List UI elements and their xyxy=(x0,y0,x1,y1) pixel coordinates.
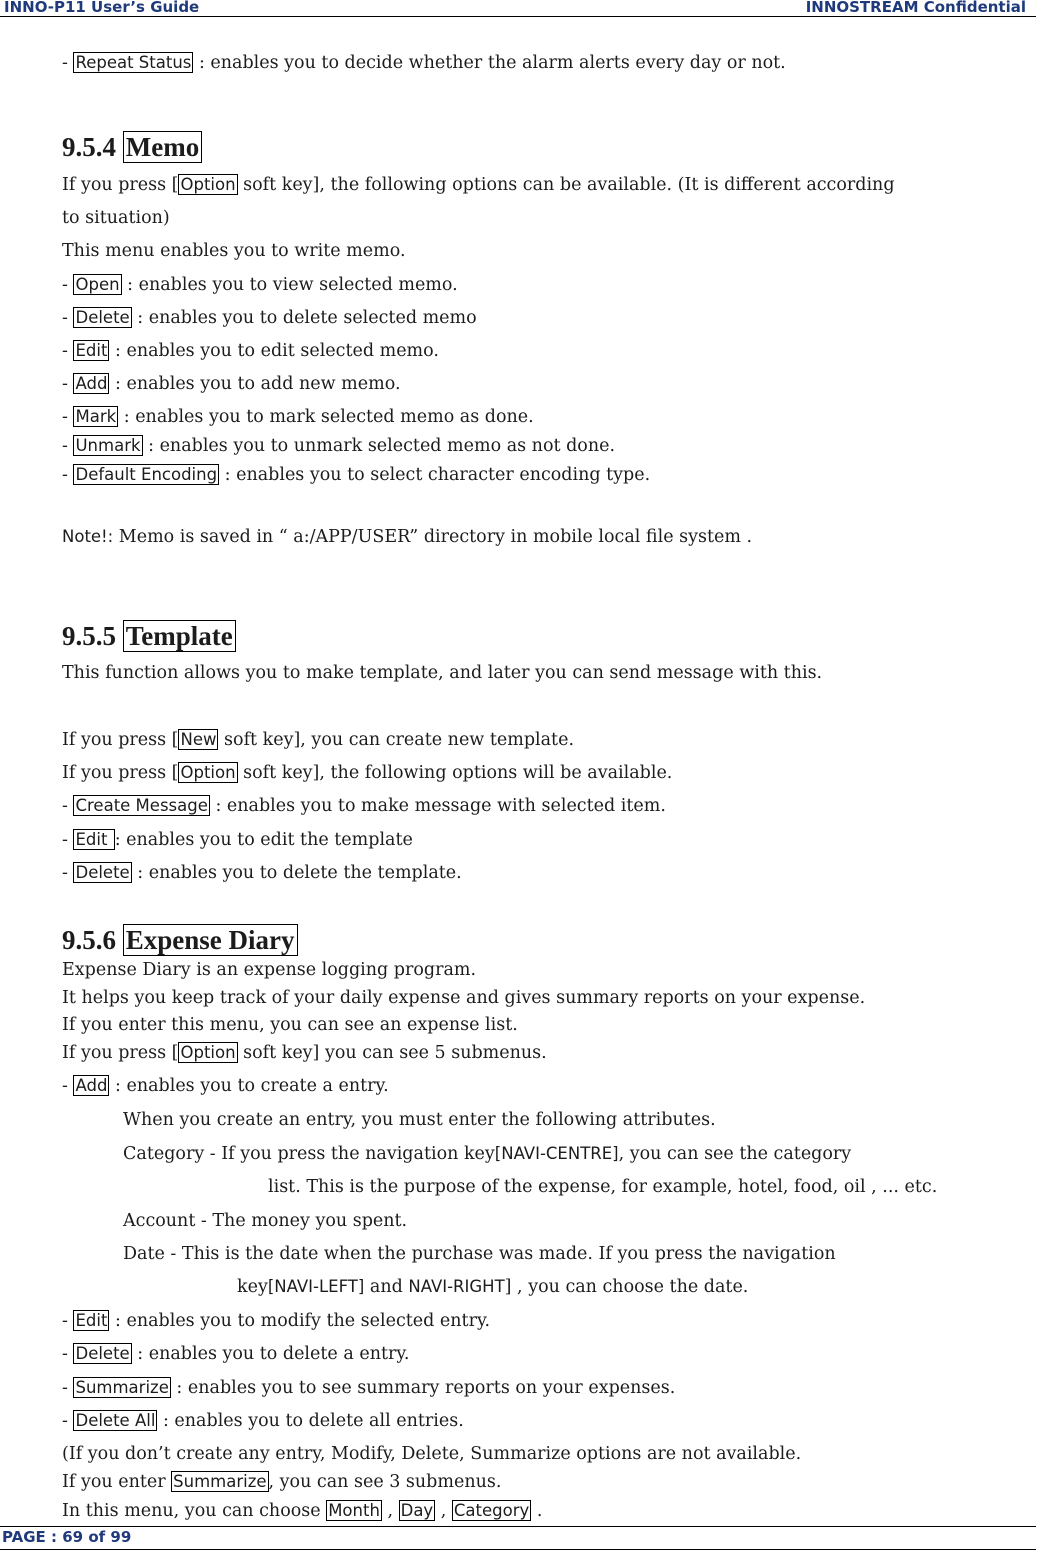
heading-template: 9.5.5 Template xyxy=(62,620,236,652)
attr-date-cont: key[NAVI-LEFT] and NAVI-RIGHT] , you can choose the date. xyxy=(237,1277,749,1297)
page-footer xyxy=(0,1526,1036,1550)
memo-para-2: to situation) xyxy=(62,208,170,228)
list-item: - Delete All : enables you to delete all entries. xyxy=(62,1411,464,1431)
memo-note: Note!: Memo is saved in “ a:/APP/USER” directory in mobile local file system . xyxy=(62,527,753,547)
list-item: - Delete : enables you to delete selected memo xyxy=(62,308,477,328)
repeat-status-line: - Repeat Status : enables you to decide whether the alarm alerts every day or not. xyxy=(62,53,786,73)
expense-para-3: If you enter this menu, you can see an expense list. xyxy=(62,1015,518,1035)
header-doc-title: INNO-P11 User’s Guide xyxy=(4,0,200,16)
template-para-3: If you press [ Option soft key], the following options will be available. xyxy=(62,763,673,783)
list-item: - Create Message : enables you to make message with selected item. xyxy=(62,796,666,816)
page-number: PAGE : 69 of 99 xyxy=(2,1528,132,1546)
attr-date: Date - This is the date when the purchase was made. If you press the navigation xyxy=(123,1244,836,1264)
list-item: - Summarize : enables you to see summary reports on your expenses. xyxy=(62,1378,676,1398)
list-item: - Edit : enables you to modify the selected entry. xyxy=(62,1311,491,1331)
list-item: - Edit : enables you to edit selected memo. xyxy=(62,341,439,361)
list-item: - Delete : enables you to delete the template. xyxy=(62,863,462,883)
memo-para-1: If you press [ Option soft key], the following options can be available. (It is different according xyxy=(62,175,895,195)
expense-note-1: (If you don’t create any entry, Modify, Delete, Summarize options are not available. xyxy=(62,1444,802,1464)
memo-para-3: This menu enables you to write memo. xyxy=(62,241,406,261)
expense-note-3: In this menu, you can choose Month , Day , Category . xyxy=(62,1501,543,1521)
list-item: - Mark : enables you to mark selected memo as done. xyxy=(62,407,534,427)
header-confidential: INNOSTREAM Confidential xyxy=(805,0,1026,16)
list-item: - Delete : enables you to delete a entry. xyxy=(62,1344,410,1364)
attr-category-cont: list. This is the purpose of the expense, for example, hotel, food, oil , ... etc. xyxy=(268,1177,938,1197)
list-item: - Unmark : enables you to unmark selected memo as not done. xyxy=(62,436,616,456)
template-para-1: This function allows you to make template, and later you can send message with this. xyxy=(62,663,823,683)
term-box: Repeat Status xyxy=(75,53,192,72)
list-item: - Open : enables you to view selected memo. xyxy=(62,275,458,295)
expense-para-4: If you press [ Option soft key] you can see 5 submenus. xyxy=(62,1043,547,1063)
list-item: - Add : enables you to add new memo. xyxy=(62,374,401,394)
template-para-2: If you press [ New soft key], you can create new template. xyxy=(62,730,575,750)
attr-intro: When you create an entry, you must enter the following attributes. xyxy=(123,1110,716,1130)
page-header xyxy=(0,0,1036,17)
expense-para-1: Expense Diary is an expense logging program. xyxy=(62,960,477,980)
attr-account: Account - The money you spent. xyxy=(123,1211,408,1231)
heading-expense-diary: 9.5.6 Expense Diary xyxy=(62,924,298,956)
list-item: - Default Encoding : enables you to select character encoding type. xyxy=(62,465,651,485)
expense-note-2: If you enter Summarize , you can see 3 submenus. xyxy=(62,1472,502,1492)
expense-para-2: It helps you keep track of your daily expense and gives summary reports on your expense. xyxy=(62,988,866,1008)
attr-category: Category - If you press the navigation key[NAVI-CENTRE], you can see the category xyxy=(123,1144,852,1164)
heading-memo: 9.5.4 Memo xyxy=(62,131,202,163)
list-item: - Edit : enables you to edit the template xyxy=(62,830,413,850)
list-item: - Add : enables you to create a entry. xyxy=(62,1076,389,1096)
